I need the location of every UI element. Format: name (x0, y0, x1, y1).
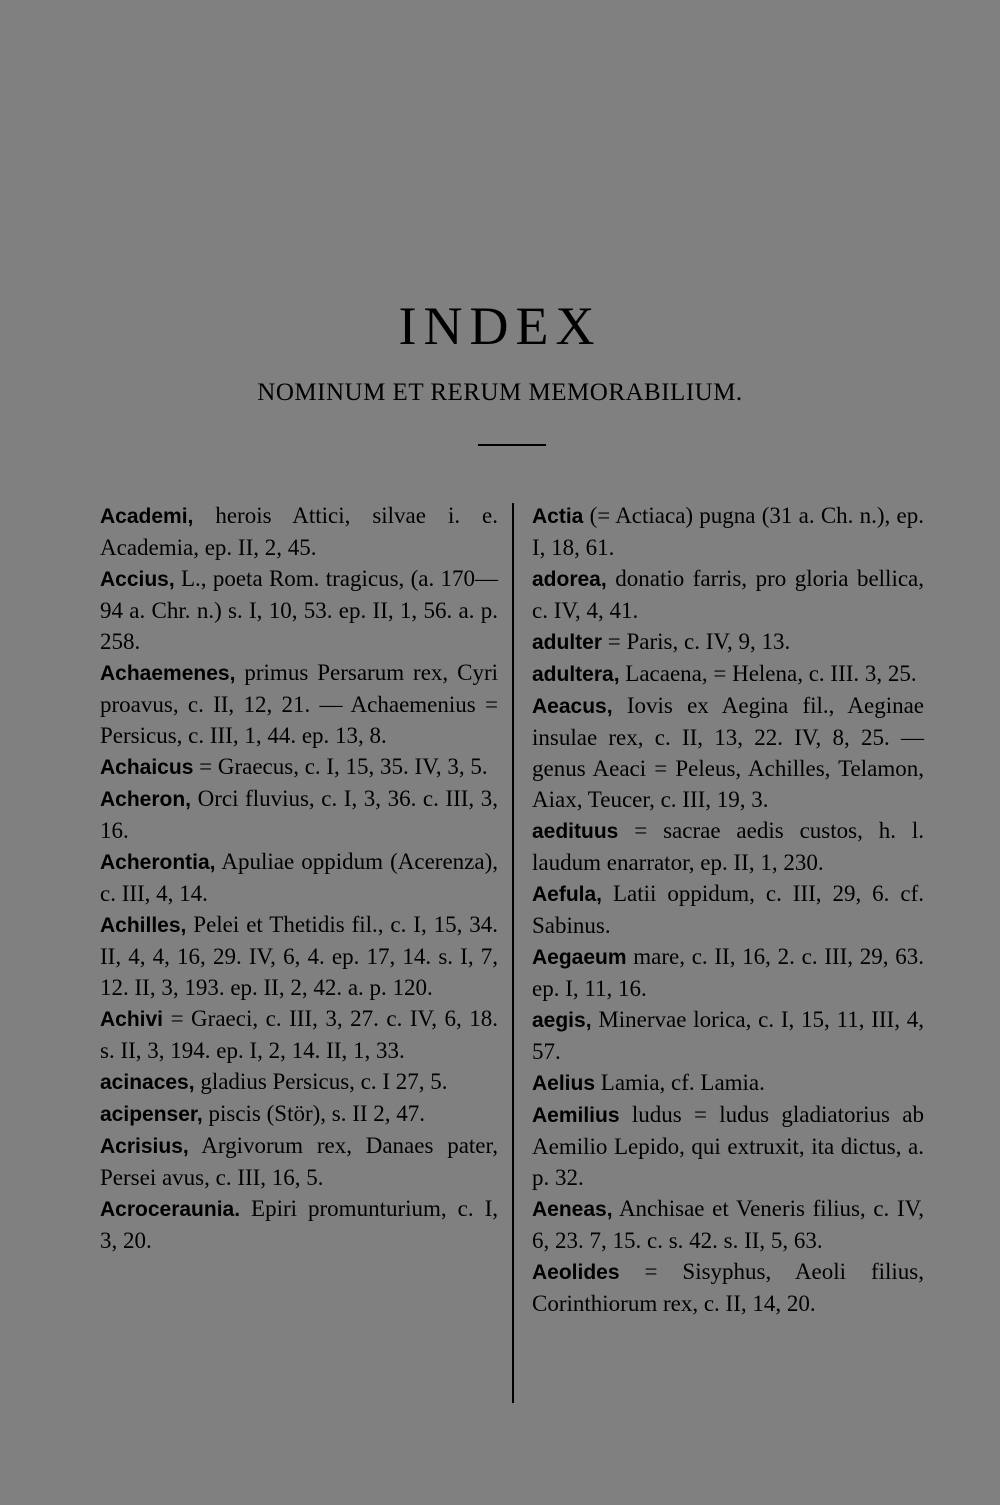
entry-text: L., poeta Rom. tragicus, (a. 170—94 a. Chr. n.) s. I, 10, 53. ep. II, 1, 56. a. p. 258. (100, 566, 498, 654)
entry-headword: aegis, (532, 1009, 592, 1032)
index-column-right (532, 500, 924, 1319)
index-entry (100, 1193, 498, 1256)
entry-text: Iovis ex Aegina fil., Aeginae insulae rex, c. II, 13, 22. IV, 8, 25. — genus Aeaci = Peleus, Achilles, Telamon, Aiax, Teucer, c. III, 19, 3. (532, 693, 925, 812)
index-entry (100, 783, 498, 846)
entry-headword: Academi, (100, 505, 194, 528)
entry-headword: Accius, (100, 568, 175, 591)
index-entry (100, 1003, 498, 1066)
entry-headword: adulter (532, 631, 603, 654)
index-entry (532, 1193, 924, 1256)
entry-headword: Aemilius (532, 1104, 620, 1127)
entry-headword: Acroceraunia. (100, 1198, 241, 1221)
entry-text: ludus = ludus gladiatorius ab Aemilio Lepido, qui extruxit, ita dictus, a. p. 32. (532, 1102, 925, 1190)
index-entry (532, 1256, 924, 1319)
entry-headword: Acheron, (100, 788, 192, 811)
entry-text: Minervae lorica, c. I, 15, 11, III, 4, 57. (532, 1007, 924, 1064)
entry-text: Argivorum rex, Danaes pater, Persei avus, c. III, 16, 5. (100, 1133, 498, 1190)
index-entry (100, 1066, 498, 1098)
entry-text: Anchisae et Veneris filius, c. IV, 6, 23. 7, 15. c. s. 42. s. II, 5, 63. (532, 1196, 924, 1253)
entry-text: gladius Persicus, c. I 27, 5. (200, 1069, 448, 1094)
entry-text: Apuliae oppidum (Acerenza), c. III, 4, 14. (100, 849, 499, 906)
index-entry (100, 909, 498, 1003)
entry-headword: Aeolides (532, 1261, 620, 1284)
entry-text: herois Attici, silvae i. e. Academia, ep. II, 2, 45. (100, 503, 498, 560)
entry-text: = Graecus, c. I, 15, 35. IV, 3, 5. (199, 754, 488, 779)
index-entry (532, 815, 924, 878)
index-entry (100, 1098, 498, 1130)
page-title: INDEX (398, 296, 602, 356)
entry-text: = sacrae aedis custos, h. l. laudum enarrator, ep. II, 1, 230. (532, 818, 924, 875)
entry-text: Lacaena, = Helena, c. III. 3, 25. (625, 661, 917, 686)
entry-headword: Achaicus (100, 756, 194, 779)
entry-text: Epiri promunturium, c. I, 3, 20. (100, 1196, 498, 1253)
entry-headword: aedituus (532, 820, 619, 843)
index-entry (532, 1099, 924, 1193)
index-entry (532, 941, 924, 1004)
entry-text: = Paris, c. IV, 9, 13. (607, 629, 791, 654)
index-entry (100, 1130, 498, 1193)
index-entry (532, 878, 924, 941)
index-column-left (100, 500, 498, 1256)
entry-headword: acipenser, (100, 1103, 203, 1126)
entry-headword: Achivi (100, 1008, 164, 1031)
entry-text: Orci fluvius, c. I, 3, 36. c. III, 3, 16. (100, 786, 499, 843)
entry-headword: Aelius (532, 1072, 596, 1095)
entry-text: Pelei et Thetidis fil., c. I, 15, 34. II, 4, 4, 16, 29. IV, 6, 4. ep. 17, 14. s. I, 7, 12. II, 3, 193. ep. II, 2, 42. a. p. 120. (100, 912, 499, 1000)
index-entry (532, 563, 924, 626)
entry-text: mare, c. II, 16, 2. c. III, 29, 63. ep. I, 11, 16. (532, 944, 925, 1001)
entry-text: = Graeci, c. III, 3, 27. c. IV, 6, 18. s. II, 3, 194. ep. I, 2, 14. II, 1, 33. (100, 1006, 498, 1063)
index-entry (100, 500, 498, 563)
index-entry (100, 751, 498, 783)
entry-headword: Achaemenes, (100, 662, 236, 685)
entry-headword: adorea, (532, 568, 607, 591)
index-entry (532, 658, 924, 690)
entry-text: Lamia, cf. Lamia. (600, 1070, 765, 1095)
entry-headword: Acrisius, (100, 1135, 189, 1158)
index-entry (532, 1067, 924, 1099)
index-entry (532, 690, 924, 815)
index-entry (532, 626, 924, 658)
entry-text: (= Actiaca) pugna (31 a. Ch. n.), ep. I, 18, 61. (532, 503, 924, 560)
entry-text: primus Persarum rex, Cyri proavus, c. II, 12, 21. — Achaemenius = Persicus, c. III, 1, 44. ep. 13, 8. (100, 660, 499, 748)
entry-headword: Aefula, (532, 883, 603, 906)
entry-headword: Acherontia, (100, 851, 216, 874)
index-entry (532, 500, 924, 563)
title-rule (478, 444, 546, 446)
page-subtitle: NOMINUM ET RERUM MEMORABILIUM. (257, 379, 743, 406)
entry-headword: Aegaeum (532, 946, 627, 969)
column-divider (512, 503, 514, 1403)
entry-headword: Aeacus, (532, 695, 613, 718)
index-entry (532, 1004, 924, 1067)
index-entry (100, 846, 498, 909)
entry-headword: Achilles, (100, 914, 187, 937)
entry-text: = Sisyphus, Aeoli filius, Corinthiorum rex, c. II, 14, 20. (532, 1259, 924, 1316)
entry-text: piscis (Stör), s. II 2, 47. (208, 1101, 426, 1126)
index-entry (100, 563, 498, 657)
entry-text: Latii oppidum, c. III, 29, 6. cf. Sabinus. (532, 881, 925, 938)
index-entry (100, 657, 498, 751)
entry-text: donatio farris, pro gloria bellica, c. IV, 4, 41. (532, 566, 925, 623)
entry-headword: Actia (532, 505, 584, 528)
entry-headword: adultera, (532, 663, 620, 686)
entry-headword: Aeneas, (532, 1198, 613, 1221)
entry-headword: acinaces, (100, 1071, 195, 1094)
